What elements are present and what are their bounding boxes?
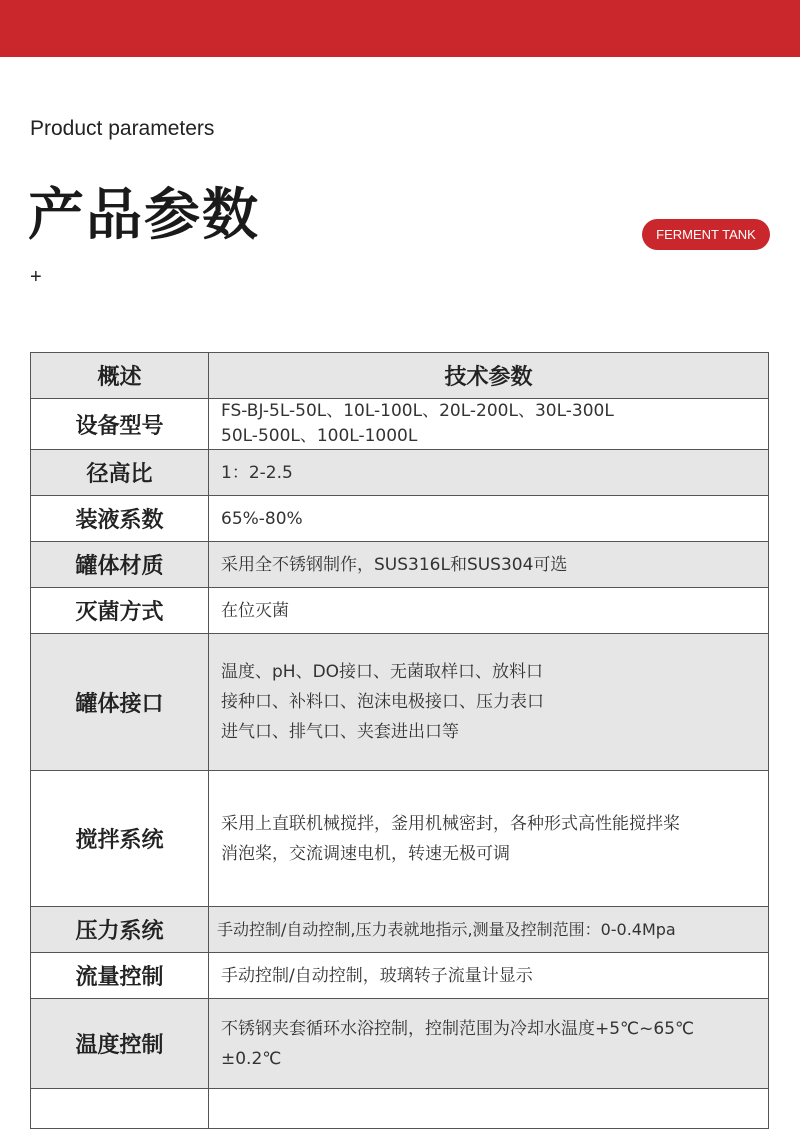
value-line: 手动控制/自动控制,压力表就地指示,测量及控制范围：0-0.4Mpa (217, 919, 676, 939)
row-name: 压力系统 (31, 907, 209, 953)
table-row (31, 542, 769, 588)
value-line: 手动控制/自动控制，玻璃转子流量计显示 (221, 965, 533, 986)
value-line: 1：2-2.5 (221, 462, 293, 483)
row-name: 灭菌方式 (31, 588, 209, 634)
table-row (31, 953, 769, 999)
value-line: 接种口、补料口、泡沫电极接口、压力表口 (221, 692, 544, 712)
table-row-partial (31, 1089, 769, 1129)
value-line: 温度、pH、DO接口、无菌取样口、放料口 (221, 662, 544, 682)
value-line: 不锈钢夹套循环水浴控制，控制范围为冷却水温度+5℃~65℃ (221, 1018, 695, 1039)
header-overview: 概述 (31, 353, 209, 399)
header-tech-params: 技术参数 (209, 353, 769, 399)
row-value (209, 907, 769, 953)
parameter-table (30, 352, 769, 1129)
table-header-row (31, 353, 769, 399)
row-name: 设备型号 (31, 399, 209, 450)
value-line: 采用上直联机械搅拌，釜用机械密封，各种形式高性能搅拌桨 (221, 813, 680, 834)
table-row (31, 588, 769, 634)
row-value (209, 399, 769, 450)
table-row (31, 999, 769, 1089)
row-name: 流量控制 (31, 953, 209, 999)
ferment-tank-badge: FERMENT TANK (642, 219, 770, 250)
row-name: 径高比 (31, 450, 209, 496)
top-banner (0, 0, 800, 57)
plus-mark: + (30, 266, 42, 288)
row-value (209, 450, 769, 496)
value-line: 50L-500L、100L-1000L (221, 426, 418, 446)
row-value (209, 999, 769, 1089)
value-line: 进气口、排气口、夹套进出口等 (221, 722, 459, 742)
row-value (209, 771, 769, 907)
table-row (31, 496, 769, 542)
row-name: 罐体接口 (31, 634, 209, 771)
value-line: FS-BJ-5L-50L、10L-100L、20L-200L、30L-300L (221, 401, 614, 421)
row-value (209, 496, 769, 542)
row-value (209, 634, 769, 771)
section-subtitle-en: Product parameters (30, 117, 215, 140)
section-title-cn: 产品参数 (28, 183, 260, 248)
table-row (31, 771, 769, 907)
row-value (209, 542, 769, 588)
row-value (209, 588, 769, 634)
table-row (31, 450, 769, 496)
row-name: 装液系数 (31, 496, 209, 542)
table-row (31, 399, 769, 450)
row-name: 搅拌系统 (31, 771, 209, 907)
value-line: 65%-80% (221, 508, 303, 529)
value-line: 在位灭菌 (221, 600, 289, 621)
row-name: 罐体材质 (31, 542, 209, 588)
table-row (31, 907, 769, 953)
row-value (209, 953, 769, 999)
table-row (31, 634, 769, 771)
value-line: 消泡桨，交流调速电机，转速无极可调 (221, 843, 510, 864)
value-line: ±0.2℃ (221, 1048, 282, 1069)
value-line: 采用全不锈钢制作，SUS316L和SUS304可选 (221, 554, 568, 575)
row-name: 温度控制 (31, 999, 209, 1089)
